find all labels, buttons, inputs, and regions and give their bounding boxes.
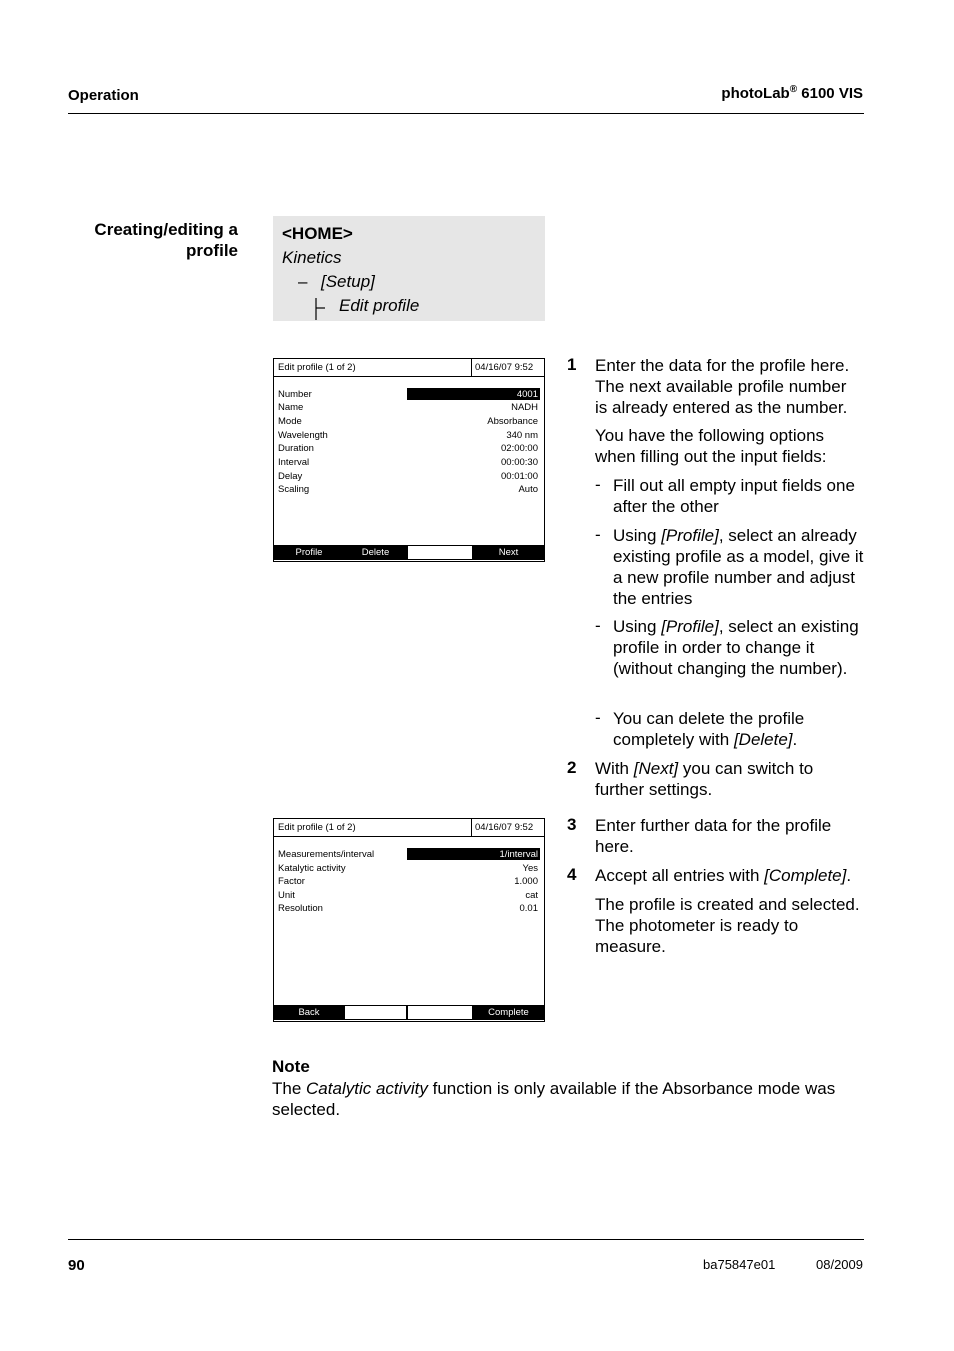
softkey-delete[interactable]: Delete [344,545,407,560]
row-value: 1.000 [514,876,538,887]
section-heading-line1: Creating/editing a [94,220,238,239]
screen1-title: Edit profile (1 of 2) [278,362,356,373]
screen1-row-name[interactable] [278,401,540,414]
nav-home: <HOME> [282,224,353,243]
row-value: cat [525,890,538,901]
header-rule [68,113,864,114]
bullet-marker: - [595,708,601,727]
step-number-2: 2 [567,758,577,777]
screen2-row-unit[interactable] [278,889,540,902]
row-label: Delay [278,471,303,482]
bullet-marker: - [595,525,601,544]
softkey-empty[interactable] [407,545,473,560]
document-date: 08/2009 [816,1257,863,1272]
screen1-datebox [472,359,544,377]
row-value: 0.01 [519,903,538,914]
screen2-softkeys [274,1005,544,1021]
screen1-titlebar [274,359,472,377]
screen1-softkeys [274,545,544,561]
row-label: Measurements/interval [278,849,375,860]
row-label: Factor [278,876,305,887]
function-name: Catalytic activity [306,1079,428,1098]
registered-mark: ® [789,84,798,95]
screen2-datetime: 04/16/07 9:52 [475,822,534,833]
note-title: Note [272,1057,310,1076]
screen1-row-wavelength[interactable] [278,429,540,442]
screen2-datebox [472,819,544,837]
row-label: Number [278,389,312,400]
screen1-row-interval[interactable] [278,456,540,469]
row-value: 00:01:00 [501,471,538,482]
header-product-name [721,84,863,102]
text: . [792,730,798,749]
step-number-3: 3 [567,815,577,834]
bullet-marker: - [595,475,601,494]
bullet-marker: - [595,616,601,635]
screen1-row-mode[interactable] [278,415,540,428]
nav-setup: [Setup] [321,272,375,291]
screen2-titlebar [274,819,472,837]
row-label: Wavelength [278,430,328,441]
row-value: Yes [522,863,538,874]
screen1-row-number[interactable] [278,388,540,401]
row-label: Mode [278,416,302,427]
softkey-complete[interactable]: Complete [473,1005,544,1020]
display-screen-2 [273,818,545,1022]
screen1-row-scaling[interactable] [278,483,540,496]
key-reference: [Profile] [661,617,719,636]
screen2-row-resolution[interactable] [278,902,540,915]
row-value: 1/interval [499,849,538,860]
section-heading-line2: profile [186,241,238,260]
option-2 [613,525,865,609]
header-section-title: Operation [68,87,139,104]
row-label: Resolution [278,903,323,914]
screen2-row-activity[interactable] [278,862,540,875]
result-text: The profile is created and selected. The photometer is ready to measure. [595,895,860,956]
text: , select an already existing profile as a model, give it a new profile number and adjust the entries [613,526,864,608]
option-1: Fill out all empty input fields one after the other [613,476,855,516]
key-reference: [Profile] [661,526,719,545]
row-value: 340 nm [506,430,538,441]
row-label: Scaling [278,484,310,495]
screen1-row-delay[interactable] [278,470,540,483]
tree-branch-icon [313,296,327,322]
screen1-row-duration[interactable] [278,442,540,455]
text: . [846,866,852,885]
display-screen-1 [273,358,545,562]
screen2-row-factor[interactable] [278,875,540,888]
text: , select an existing profile in order to change it (without changing the number). [613,617,859,678]
option-4 [613,708,865,750]
row-value: 02:00:00 [501,443,538,454]
nav-setup-dash: – [298,272,308,291]
softkey-back[interactable]: Back [274,1005,344,1020]
option-3 [613,616,865,679]
step-number-1: 1 [567,355,577,374]
step-4-text [595,865,863,886]
text: You can delete the profile completely with [613,709,805,749]
key-reference: [Delete] [733,730,793,749]
page-number: 90 [68,1257,85,1274]
row-label: Duration [278,443,314,454]
softkey-empty[interactable] [344,1005,407,1020]
row-label: Name [278,402,304,413]
screen2-title: Edit profile (1 of 2) [278,822,356,833]
row-label: Interval [278,457,310,468]
brand-name: photoLab [721,85,790,102]
softkey-profile[interactable]: Profile [274,545,344,560]
text: Using [613,617,662,636]
key-reference: [Complete] [764,866,847,885]
softkey-next[interactable]: Next [473,545,544,560]
nav-kinetics: Kinetics [282,248,342,267]
row-label: Katalytic activity [278,863,346,874]
navigation-path-box [273,216,545,321]
step-3-text: Enter further data for the profile here. [595,816,832,856]
row-label: Unit [278,890,295,901]
row-value: 00:00:30 [501,457,538,468]
note-text [272,1078,864,1120]
step-1-text: Enter the data for the profile here. The next available profile number is already entered as the number. [595,356,850,417]
text: With [595,759,634,778]
row-value: 4001 [516,389,538,400]
row-value: Absorbance [487,416,538,427]
step-number-4: 4 [567,865,577,884]
row-value: Auto [518,484,538,495]
step-2-text [595,758,863,800]
key-reference: [Next] [633,759,679,778]
row-value: NADH [511,402,538,413]
document-id: ba75847e01 [703,1257,776,1272]
screen2-row-measurements[interactable] [278,848,540,861]
text: The [272,1079,307,1098]
softkey-empty[interactable] [407,1005,473,1020]
footer-rule [68,1239,864,1240]
nav-edit-profile: Edit profile [339,296,420,315]
model-name: 6100 VIS [797,85,863,102]
text: Accept all entries with [595,866,765,885]
text: Using [613,526,662,545]
text: you can switch to further settings. [595,759,814,799]
screen1-datetime: 04/16/07 9:52 [475,362,534,373]
section-heading [94,219,238,261]
text: function is only available if the Absorbance mode was selected. [272,1079,836,1119]
options-intro: You have the following options when filling out the input fields: [595,426,827,466]
